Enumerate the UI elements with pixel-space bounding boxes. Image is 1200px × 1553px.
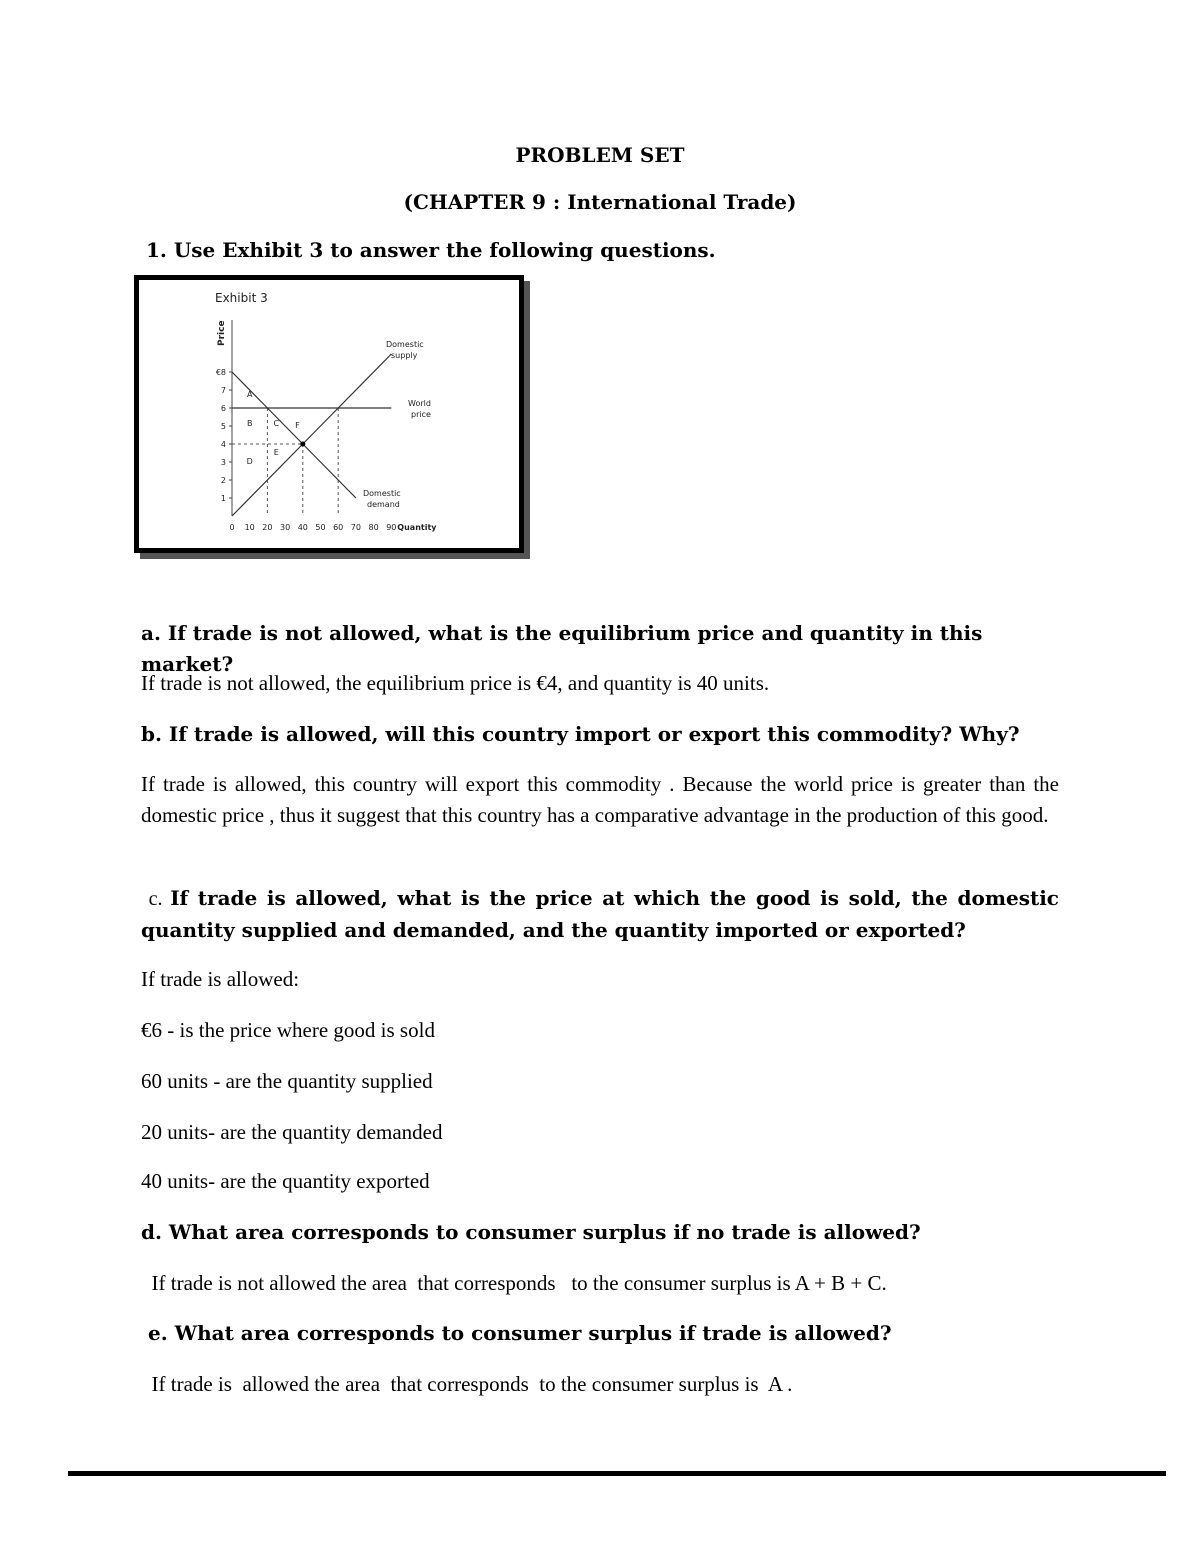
y-axis-label: Price <box>217 320 227 346</box>
answer-c-line-exported: 40 units- are the quantity exported <box>141 1169 430 1193</box>
y-tick-label-3: 3 <box>220 458 226 467</box>
demand-label-line1: Domestic <box>363 489 401 498</box>
answer-c-line-price: €6 - is the price where good is sold <box>141 1018 435 1042</box>
supply-label-line1: Domestic <box>386 340 424 349</box>
world-price-label-line1: World <box>408 399 431 408</box>
demand-label-line2: demand <box>367 500 400 509</box>
area-label-B: B <box>246 419 253 428</box>
world-price-label-line2: price <box>411 410 431 419</box>
answer-b: If trade is allowed, this country will export this commodity . Because the world price is greater than the domestic price , thus it suggest that this country has a comparative advantage in the production of this good. <box>141 772 1059 827</box>
x-tick-label-30: 30 <box>280 523 291 532</box>
x-axis-label: Quantity <box>397 523 437 532</box>
answer-c-intro: If trade is allowed: <box>141 967 300 991</box>
area-label-F: F <box>295 420 300 430</box>
area-label-C: C <box>273 419 280 428</box>
y-tick-label-8: €8 <box>215 368 226 377</box>
footer-rule <box>68 1471 1166 1476</box>
x-tick-label-10: 10 <box>244 523 255 532</box>
x-tick-label-0: 0 <box>229 523 235 532</box>
exhibit-3-chart <box>139 280 519 548</box>
question-b: b. If trade is allowed, will this country import or export this commodity? Why? <box>141 722 1020 746</box>
y-tick-label-4: 4 <box>220 440 226 449</box>
answer-e: If trade is allowed the area that corresponds to the consumer surplus is A . <box>141 1372 793 1396</box>
y-tick-label-2: 2 <box>220 476 226 485</box>
question-c-prefix: c. <box>141 888 171 910</box>
x-tick-label-50: 50 <box>315 523 326 532</box>
area-label-A: A <box>246 390 253 400</box>
question-d: d. What area corresponds to consumer surplus if no trade is allowed? <box>141 1220 921 1244</box>
y-tick-label-7: 7 <box>220 386 226 395</box>
question-e: e. What area corresponds to consumer surplus if trade is allowed? <box>141 1321 892 1345</box>
x-tick-label-80: 80 <box>368 523 379 532</box>
chart-title: Exhibit 3 <box>215 291 268 305</box>
area-label-D: D <box>246 456 253 466</box>
area-label-E: E <box>273 447 279 457</box>
x-tick-label-90: 90 <box>386 523 397 532</box>
question-a: a. If trade is not allowed, what is the equilibrium price and quantity in this market? <box>141 621 983 676</box>
page-title: PROBLEM SET <box>515 143 685 167</box>
x-tick-label-20: 20 <box>262 523 273 532</box>
chapter-subtitle: (CHAPTER 9 : International Trade) <box>403 190 797 214</box>
question-1-prompt: 1. Use Exhibit 3 to answer the following questions. <box>146 238 716 262</box>
answer-d: If trade is not allowed the area that corresponds to the consumer surplus is A + B + C. <box>141 1271 887 1295</box>
y-tick-label-5: 5 <box>220 422 226 431</box>
y-tick-label-6: 6 <box>220 404 226 413</box>
x-tick-label-70: 70 <box>350 523 361 532</box>
x-tick-label-60: 60 <box>333 523 344 532</box>
x-tick-label-40: 40 <box>297 523 308 532</box>
question-c <box>141 883 1059 946</box>
supply-label-line2: supply <box>391 351 418 360</box>
question-c-text: If trade is allowed, what is the price at which the good is sold, the domestic quantity supplied and demanded, and the quantity imported or exported? <box>141 886 1059 942</box>
answer-a: If trade is not allowed, the equilibrium price is €4, and quantity is 40 units. <box>141 671 770 695</box>
answer-c-line-supplied: 60 units - are the quantity supplied <box>141 1069 433 1093</box>
answer-c-line-demanded: 20 units- are the quantity demanded <box>141 1120 443 1144</box>
y-tick-label-1: 1 <box>220 494 226 503</box>
exhibit-3-figure <box>134 275 524 553</box>
equilibrium-point <box>300 442 305 447</box>
